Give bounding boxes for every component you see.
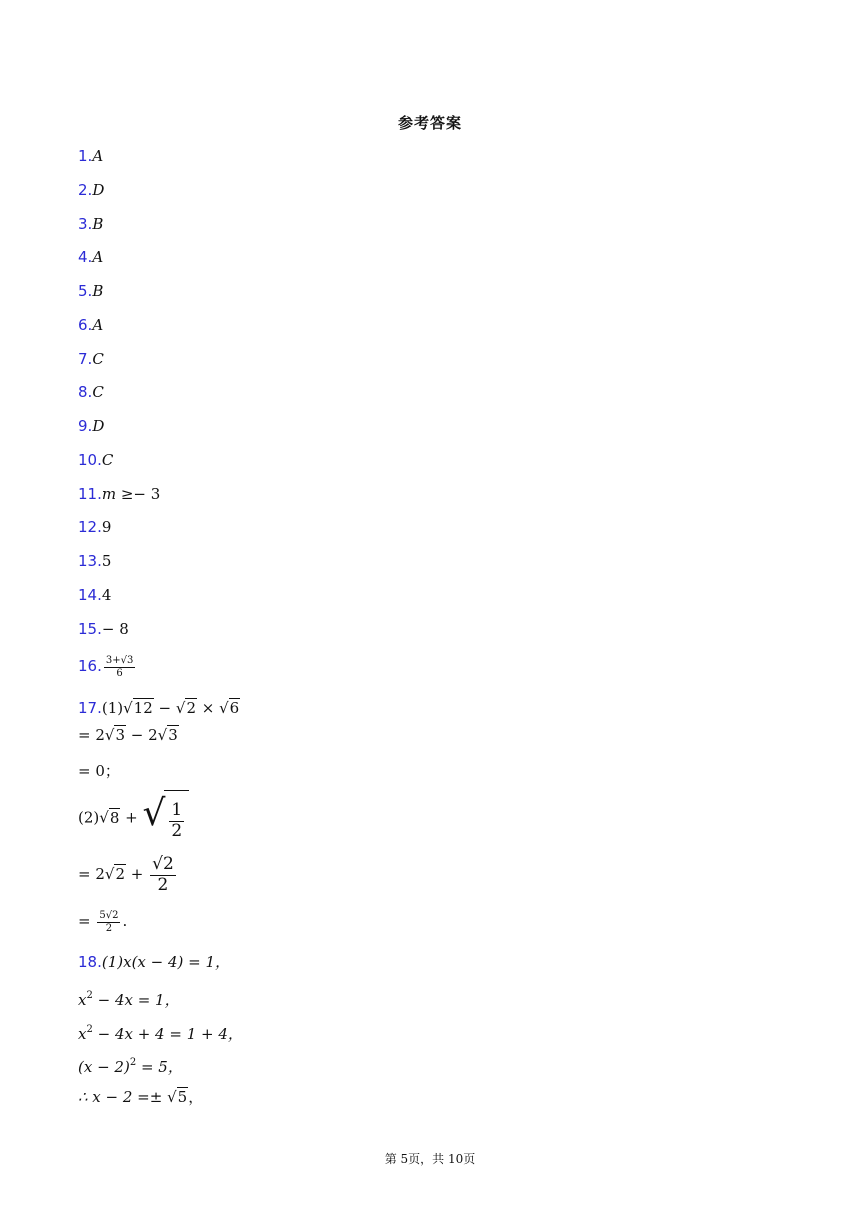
answer-value: A: [92, 147, 104, 165]
question-number: 6.: [78, 316, 93, 334]
expression-text: = 2: [78, 865, 105, 883]
radicand: 6: [229, 699, 240, 717]
radicand: 3: [168, 726, 178, 744]
answer-value: D: [92, 417, 105, 435]
radicand: 3: [115, 726, 125, 744]
answer-line: [78, 450, 113, 470]
fraction: [97, 910, 120, 934]
solution-line: [78, 1053, 183, 1077]
part-label: (1): [101, 699, 124, 717]
solution-line: [78, 986, 180, 1010]
answer-value: ≥− 3: [116, 485, 161, 503]
solution-line: (2)√8 + √ $\frac{1}{2}$: [78, 790, 189, 847]
expression-text: − 4x + 4 = 1 + 4，: [92, 1025, 243, 1043]
question-number: 16.: [78, 657, 102, 675]
answer-line: [78, 585, 111, 605]
solution-line: = 0；: [78, 762, 120, 780]
expression-text: (1)x(x − 4) = 1，: [101, 953, 231, 971]
fraction-numerator: 3+√3: [105, 655, 134, 666]
question-number: 3.: [78, 215, 93, 233]
solution-line: = 2√3 − 2√3: [78, 726, 178, 744]
answer-value: A: [92, 248, 104, 266]
expression-text: ，: [188, 1088, 204, 1106]
answer-line: [78, 247, 103, 267]
fraction-numerator: 1: [171, 799, 183, 820]
expression-text: = 5，: [136, 1058, 183, 1076]
answer-line: [78, 551, 111, 571]
fraction-denominator: 2: [157, 874, 169, 895]
question-number: 12.: [78, 518, 102, 536]
answer-line: [78, 416, 104, 436]
answer-value: C: [92, 350, 104, 368]
fraction-denominator: 2: [171, 820, 183, 841]
answer-value: C: [101, 451, 114, 469]
fraction: [150, 855, 176, 895]
solution-line: [78, 1020, 243, 1044]
expression-text: = 2: [78, 726, 105, 744]
answer-variable: m: [101, 485, 117, 503]
answer-line: [78, 484, 160, 504]
question-number: 9.: [78, 417, 93, 435]
operator: −: [153, 699, 176, 717]
answer-line: [78, 315, 103, 335]
answer-value: B: [92, 282, 104, 300]
question-number: 17.: [78, 699, 102, 717]
expression-text: − 4x = 1，: [92, 991, 180, 1009]
radicand: 5: [177, 1088, 188, 1106]
expression-text: .: [122, 912, 128, 930]
operator: ×: [196, 699, 220, 717]
question-number: 7.: [78, 350, 93, 368]
answer-value: C: [92, 383, 104, 401]
answer-value: D: [92, 181, 105, 199]
radicand: 8: [109, 808, 120, 827]
question-number: 5.: [78, 282, 93, 300]
answer-value: A: [92, 316, 104, 334]
solution-line: ∴ x − 2 =± √5，: [78, 1088, 204, 1106]
answer-line: [78, 517, 111, 537]
answer-line: [78, 146, 103, 166]
page-title: 参考答案: [397, 114, 462, 132]
radicand: 12: [133, 699, 153, 717]
operator: +: [126, 865, 149, 883]
operator: +: [120, 808, 143, 827]
question-number: 10.: [78, 451, 102, 469]
radicand: 2: [115, 865, 125, 883]
expression-text: ∴ x − 2 =±: [78, 1088, 168, 1106]
answer-value: − 8: [101, 620, 129, 638]
solution-line: [78, 952, 230, 972]
question-number: 4.: [78, 248, 93, 266]
question-number: 11.: [78, 485, 102, 503]
answer-line: [78, 382, 104, 402]
expression-text: x: [78, 991, 87, 1009]
question-number: 13.: [78, 552, 102, 570]
question-number: 14.: [78, 586, 102, 604]
exponent: 2: [129, 1057, 137, 1068]
answer-value: 9: [101, 518, 112, 536]
fraction-numerator: 5√2: [99, 910, 119, 921]
answer-line: [78, 281, 103, 301]
expression-text: =: [78, 912, 96, 930]
expression-text: (x − 2): [78, 1058, 130, 1076]
answer-value: 4: [101, 586, 112, 604]
solution-line: 17.(1)√12 − √2 × √6: [78, 699, 240, 717]
question-number: 2.: [78, 181, 93, 199]
radical-fraction: √ $\frac{1}{2}$: [142, 790, 189, 847]
exponent: 2: [86, 990, 93, 1001]
page-footer: 第 5页，共 10页: [384, 1152, 476, 1166]
answer-line: [78, 349, 104, 369]
fraction: [169, 801, 184, 841]
answer-line: [78, 214, 103, 234]
radicand: 2: [186, 699, 196, 717]
answer-value: B: [92, 215, 104, 233]
question-number: 18.: [78, 953, 102, 971]
question-number: 8.: [78, 383, 93, 401]
exponent: 2: [86, 1024, 93, 1035]
answer-line: [78, 180, 104, 200]
question-number: 1.: [78, 147, 93, 165]
answer-line: [78, 619, 129, 639]
question-number: 15.: [78, 620, 102, 638]
expression-text: − 2: [126, 726, 158, 744]
expression-text: x: [78, 1025, 87, 1043]
answer-line: [78, 655, 137, 679]
solution-line: = 2√2 + $\frac{√2}{2}$: [78, 853, 174, 895]
fraction-denominator: 6: [116, 667, 123, 679]
part-label: (2): [78, 808, 100, 827]
fraction-numerator: √2: [152, 853, 174, 874]
answer-value: 5: [101, 552, 112, 570]
fraction-denominator: 2: [105, 922, 113, 934]
fraction: [104, 655, 135, 679]
solution-line: [78, 910, 127, 934]
